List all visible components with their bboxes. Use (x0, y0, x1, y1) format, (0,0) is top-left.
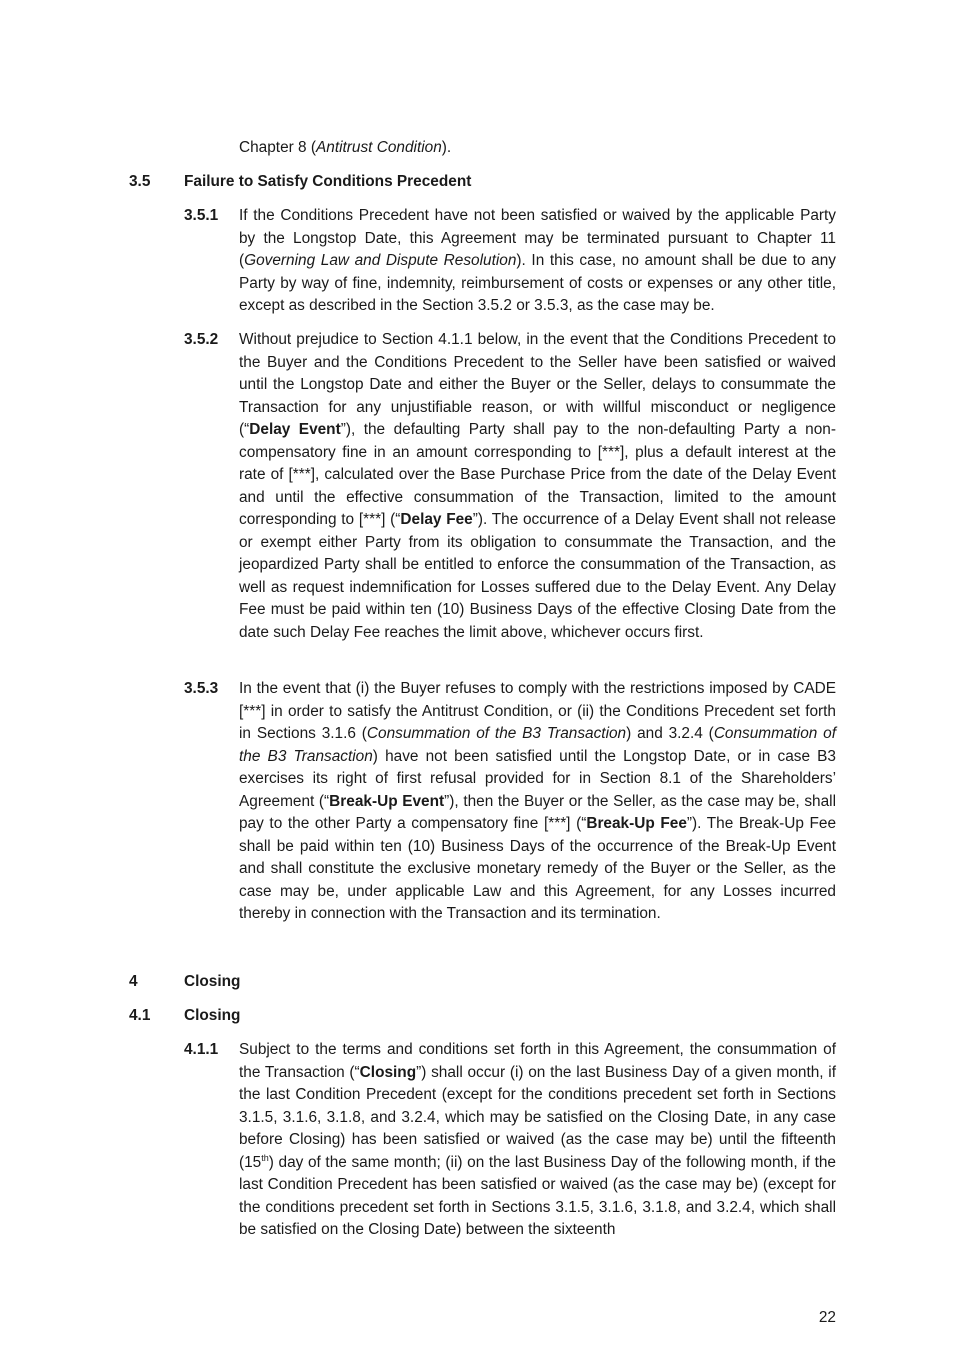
intro-text-b: ). (441, 139, 452, 156)
clause-4-1-1-text (239, 1039, 836, 1242)
clause-3-5-3-number: 3.5.3 (184, 680, 219, 697)
clause-3-5-1-number: 3.5.1 (184, 207, 219, 224)
clause-4-1-1-sup1: th (261, 1152, 269, 1163)
clause-4-1-1-t2: ”) shall occur (i) on the last Business Day of a given month, if the last Condition Precedent (except for the conditions precedent set forth in Sections 3.1.5, 3.1.6, 3.1.8, and 3.2.4, which may be satisfied on the Closing Date, in any case before Closing) has been satisfied or waived (as the case may be) until the fifteenth (15 (239, 1063, 837, 1171)
section-3-5-number: 3.5 (129, 173, 151, 190)
clause-3-5-1-text (239, 205, 836, 318)
clause-3-5-3-t4: ”), then the Buyer or the Seller, as the case may be, shall pay to the other Party a compensatory fine [***] (“ (239, 792, 836, 832)
clause-4-1-1-number: 4.1.1 (184, 1041, 219, 1058)
clause-3-5-2-t3: ”). The occurrence of a Delay Event shall not release or exempt either Party from its obligation to consummate the Transaction, and the jeopardized Party shall be entitled to enforce the consummation of the Transaction, as well as request indemnification for Losses suffered due to the Delay Event. Any Delay Fee must be paid within ten (10) Business Days of the effective Closing Date from the date such Delay Fee reaches the limit above, whichever occurs first. (239, 511, 836, 641)
clause-3-5-3-t5: ”). The Break-Up Fee shall be paid within ten (10) Business Days of the occurrence of the Break-Up Event and shall constitute the exclusive monetary remedy of the Buyer or the Seller, as the case may be, under applicable Law and this Agreement, for any Losses incurred thereby in connection with the Transaction and its termination. (239, 815, 837, 922)
clause-4-1-1-t1: Subject to the terms and conditions set forth in this Agreement, the consummation of the Transaction (“ (239, 1041, 836, 1081)
clause-3-5-2-b1: Delay Event (249, 421, 341, 438)
intro-text-a: Chapter 8 ( (239, 139, 316, 156)
section-4-number: 4 (129, 973, 138, 990)
clause-3-5-3-b2: Break-Up Fee (586, 815, 687, 832)
clause-3-5-3-b1: Break-Up Event (329, 792, 445, 810)
section-4-1-title: Closing (184, 1007, 241, 1024)
clause-3-5-2-t1: Without prejudice to Section 4.1.1 below, in the event that the Conditions Precedent to the Buyer and the Conditions Precedent to the Seller have been satisfied or waived until the Longstop Date and either the Buyer or the Seller, delays to consummate the Transaction for any unjustifiable reason, or with willful misconduct or negligence (“ (239, 331, 836, 438)
clause-3-5-3-i1: Consummation of the B3 Transaction (366, 725, 627, 742)
intro-line (239, 137, 839, 160)
clause-3-5-2-text (239, 329, 836, 644)
clause-3-5-3-text (239, 678, 836, 926)
clause-3-5-1-i1: Governing Law and Dispute Resolution (244, 252, 517, 269)
section-4-title: Closing (184, 973, 241, 990)
clause-4-1-1-b1: Closing (359, 1063, 417, 1081)
clause-3-5-2-b2: Delay Fee (400, 511, 473, 528)
clause-3-5-3-t2: ) and 3.2.4 ( (626, 725, 714, 742)
clause-3-5-2-number: 3.5.2 (184, 331, 219, 348)
clause-3-5-2-t2: ”), the defaulting Party shall pay to the non-defaulting Party a non-compensatory fine in an amount corresponding to [***], plus a default interest at the rate of [***], calculated over the Base Purchase Price from the date of the Delay Event and until the effective consummation of the Transaction, limited to the amount corresponding to [***] (“ (239, 421, 836, 528)
clause-3-5-3-i2: Consummation of the B3 Transaction (239, 725, 836, 765)
clause-3-5-3-t3: ) have not been satisfied until the Longstop Date, or in case B3 exercises its right of first refusal provided for in Section 8.1 of the Shareholders’ Agreement (“ (239, 747, 836, 810)
intro-italic: Antitrust Condition (316, 139, 442, 156)
clause-3-5-1-t1: If the Conditions Precedent have not been satisfied or waived by the applicable Party by the Longstop Date, this Agreement may be terminated pursuant to Chapter 11 ( (239, 207, 836, 269)
section-4-1-number: 4.1 (129, 1007, 151, 1024)
clause-4-1-1-t3: ) day of the same month; (ii) on the last Business Day of the following month, if the last Condition Precedent has been satisfied or waived (as the case may be) (except for the conditions precedent set forth in Sections 3.1.5, 3.1.6, 3.1.8, and 3.2.4, which shall be satisfied on the Closing Date) between the sixteenth (239, 1153, 836, 1238)
page-number: 22 (818, 1309, 836, 1326)
clause-3-5-3-t1: In the event that (i) the Buyer refuses to comply with the restrictions imposed by CADE [***] in order to satisfy the Antitrust Condition, or (ii) the Conditions Precedent set forth in Sections 3.1.6 ( (239, 680, 836, 742)
section-3-5-title: Failure to Satisfy Conditions Precedent (184, 173, 472, 190)
clause-3-5-1-t2: ). In this case, no amount shall be due to any Party by way of fine, indemnity, reimbursement of costs or expenses or any other title, except as described in the Section 3.5.2 or 3.5.3, as the case may be. (239, 252, 836, 314)
